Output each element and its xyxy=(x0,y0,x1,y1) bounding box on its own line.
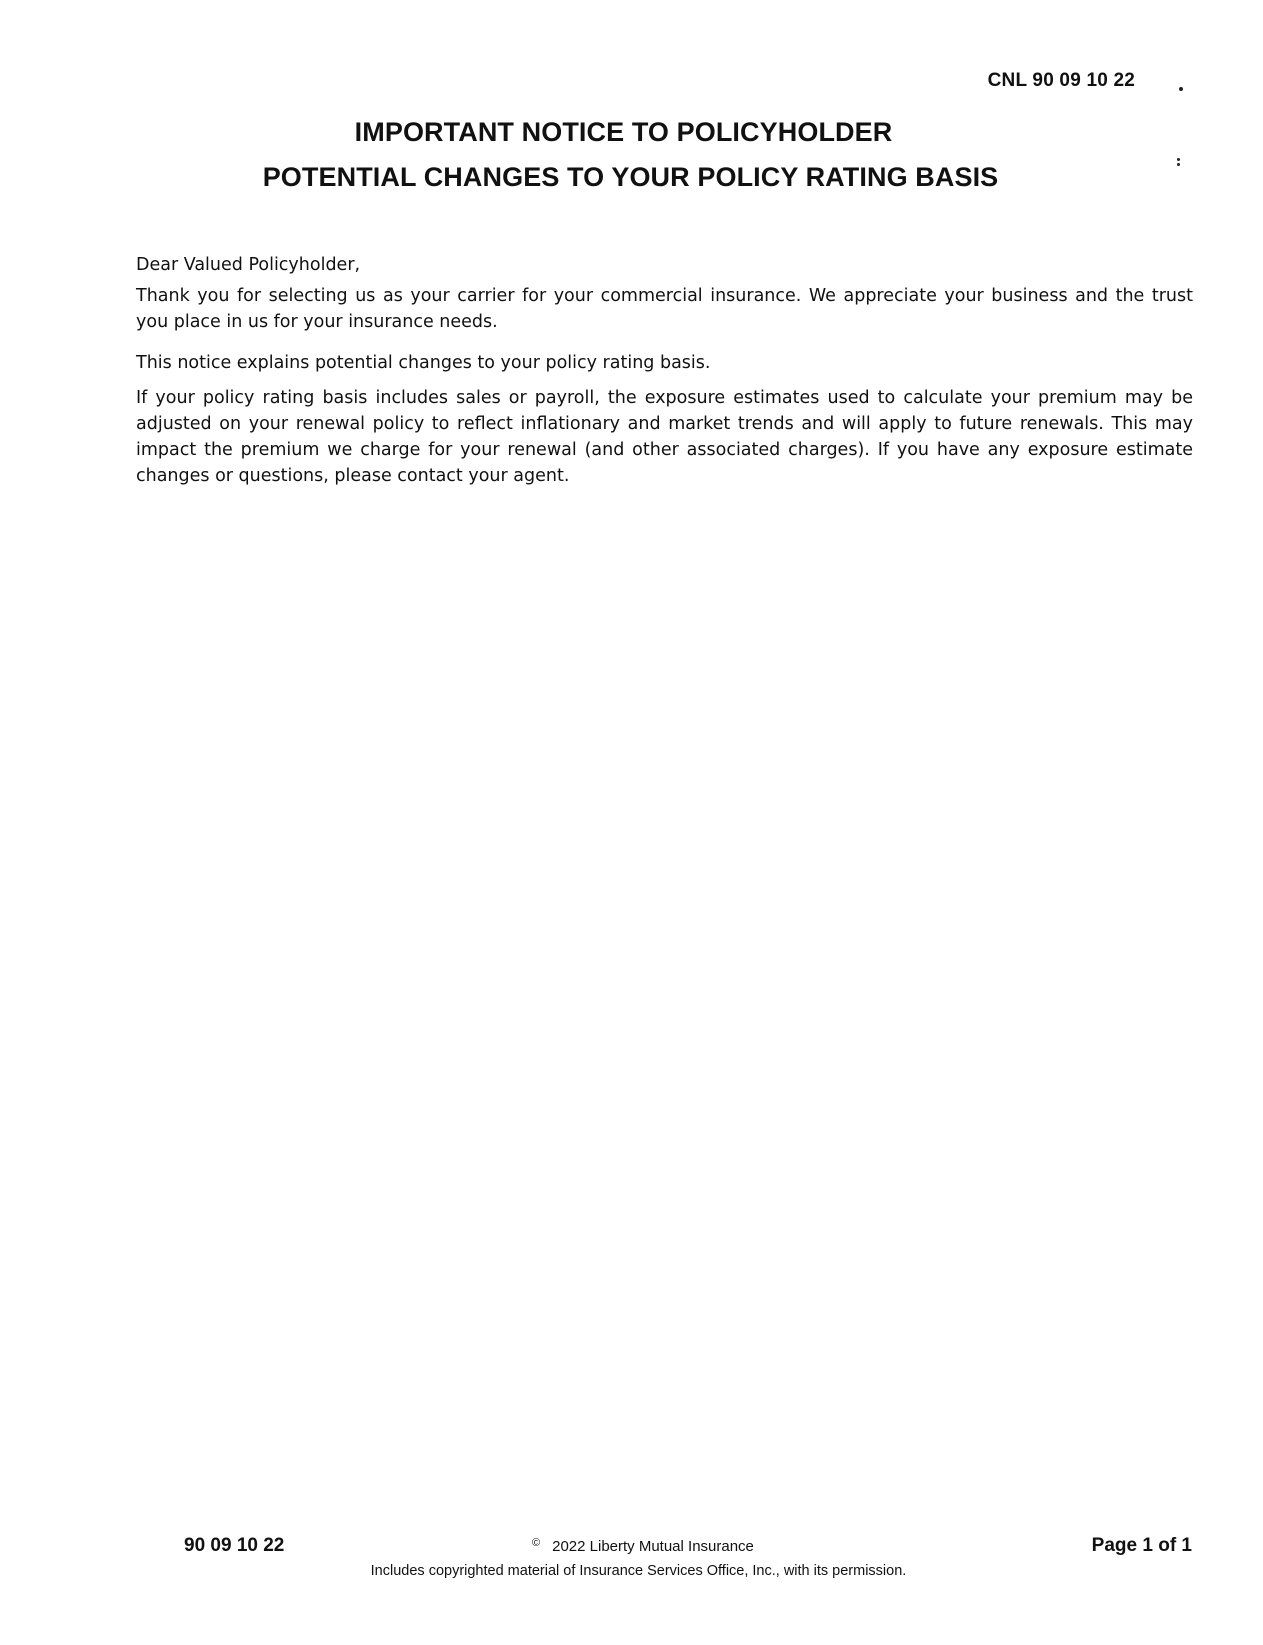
salutation: Dear Valued Policyholder, xyxy=(136,255,361,275)
footer-copyright xyxy=(532,1537,754,1555)
paragraph-notice-purpose: This notice explains potential changes to your policy rating basis. xyxy=(136,353,711,373)
paragraph-thank-you: Thank you for selecting us as your carrier for your commercial insurance. We appreciate your business and the trust you place in us for your insurance needs. xyxy=(136,286,1193,332)
page-number: Page 1 of 1 xyxy=(1091,1535,1192,1556)
copyright-icon: © xyxy=(532,1537,541,1549)
footer-form-edition: 90 09 10 22 xyxy=(184,1535,285,1556)
form-number: CNL 90 09 10 22 xyxy=(987,70,1135,91)
notice-subtitle: POTENTIAL CHANGES TO YOUR POLICY RATING BASIS xyxy=(262,162,999,192)
footer-copyright-note: Includes copyrighted material of Insurance Services Office, Inc., with its permission. xyxy=(370,1563,907,1579)
paragraph-exposure-estimates: If your policy rating basis includes sales or payroll, the exposure estimates used to calculate your premium may be adjusted on your renewal policy to reflect inflationary and market trends and will apply to future renewals. This may impact the premium we charge for your renewal (and other associated charges). If you have any exposure estimate changes or questions, please contact your agent. xyxy=(136,388,1193,486)
notice-title: IMPORTANT NOTICE TO POLICYHOLDER xyxy=(354,117,893,147)
copyright-text: 2022 Liberty Mutual Insurance xyxy=(552,1538,754,1555)
scan-artifact-dot xyxy=(1177,158,1180,161)
scan-artifact-dot xyxy=(1179,87,1183,91)
